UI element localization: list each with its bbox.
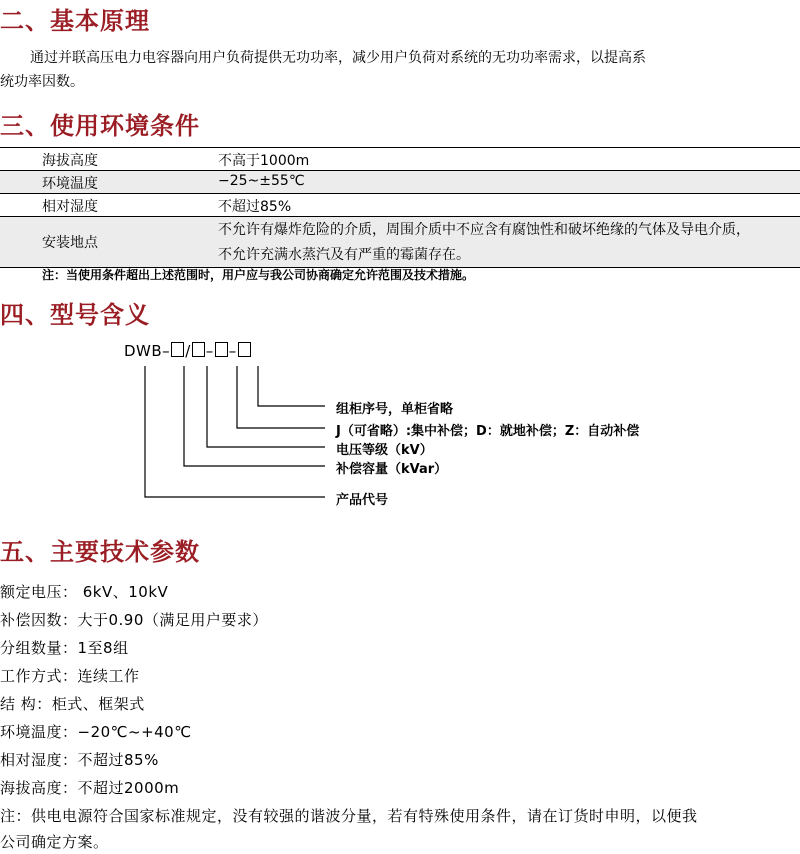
param-group-count: 分组数量：1至8组 [0,639,129,657]
leader-line-group [258,366,325,406]
param-humidity: 相对湿度：不超过85% [0,751,159,769]
row-value-location-line1: 不允许有爆炸危险的介质，周围介质中不应含有腐蚀性和破坏绝缘的气体及导电介质， [218,222,750,238]
principle-text-line1: 通过并联高压电力电容器向用户负荷提供无功功率，减少用户负荷对系统的无功功率需求，以提高系 [30,50,646,66]
environment-note: 注：当使用条件超出上述范围时，用户应与我公司协商确定允许范围及技术措施。 [42,268,475,282]
row-label-humidity: 相对湿度 [42,199,98,215]
row-label-altitude: 海拔高度 [42,153,98,169]
label-compensation-mode: J（可省略）:集中补偿；D：就地补偿；Z：自动补偿 [336,424,640,439]
row-label-location: 安装地点 [42,235,98,251]
row-label-temperature: 环境温度 [42,176,98,192]
param-altitude: 海拔高度：不超过2000m [0,779,180,797]
row-value-humidity: 不超过85% [218,199,292,215]
label-group-number: 组柜序号，单柜省略 [336,402,454,417]
leader-line-product-code [145,366,325,497]
row-value-location-line2: 不允许充满水蒸汽及有严重的霉菌存在。 [218,247,470,263]
model-separator: – [205,342,214,360]
param-compensation-factor: 补偿因数：大于0.90（满足用户要求） [0,611,268,629]
param-rated-voltage: 额定电压： 6kV、10kV [0,583,169,601]
param-working-mode: 工作方式：连续工作 [0,667,140,685]
row-value-altitude: 不高于1000m [218,153,310,169]
principle-text-line2: 统功率因数。 [0,74,84,90]
param-note-line2: 公司确定方案。 [0,833,109,851]
param-ambient-temp: 环境温度：−20℃~+40℃ [0,723,192,741]
leader-line-capacity [184,366,325,466]
label-capacity: 补偿容量（kVar） [336,462,448,477]
section-title-environment: 三、使用环境条件 [0,112,200,140]
section-title-parameters: 五、主要技术参数 [0,538,200,566]
leader-line-mode [237,366,325,428]
model-prefix: DWB– [124,342,171,360]
param-structure: 结 构：柜式、框架式 [0,695,145,713]
label-product-code: 产品代号 [336,493,389,508]
section-title-model: 四、型号含义 [0,301,150,329]
model-separator: / [185,342,191,360]
row-value-temperature: −25~±55℃ [218,173,305,189]
section-title-principle: 二、基本原理 [0,7,150,35]
model-separator: – [228,342,237,360]
param-note-line1: 注：供电电源符合国家标准规定，没有较强的谐波分量，若有特殊使用条件，请在订货时申明，以便我 [0,807,698,825]
label-voltage-level: 电压等级（kV） [336,443,433,458]
